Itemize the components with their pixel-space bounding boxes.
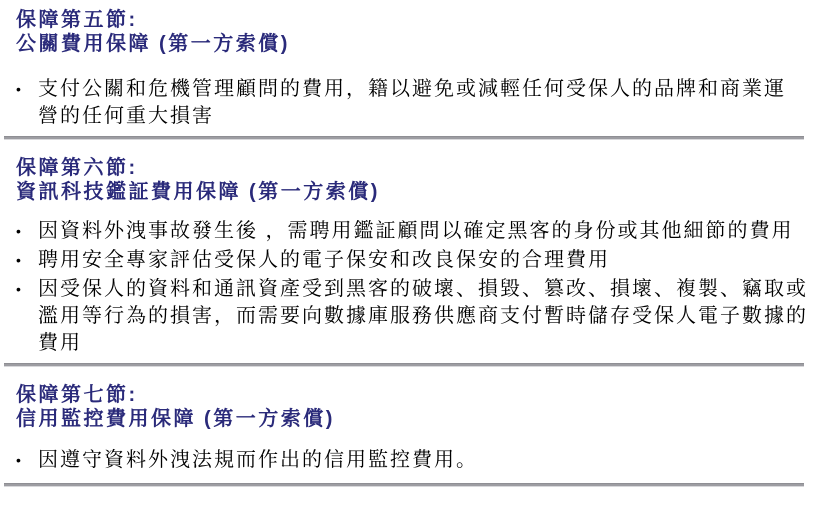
section-7-heading-line2: 信用監控費用保障 (第一方索償) (16, 408, 335, 430)
bullet-icon: • (16, 223, 23, 239)
bullet-text: 因資料外洩事故發生後 ，需聘用鑑証顧問以確定黑客的身份或其他細節的費用 (38, 220, 794, 242)
section-7-heading-line1: 保障第七節: (16, 384, 138, 406)
coverage-section-6 (16, 156, 818, 367)
coverage-section-7 (16, 383, 818, 487)
bullet-text: 因受保人的資料和通訊資產受到黑客的破壞、損毀、篡改、損壞、複製、竊取或濫用等行為的損害，而需要向數據庫服務供應商支付暫時儲存受保人電子數據的費用 (38, 278, 808, 354)
bullet-text: 因遵守資料外洩法規而作出的信用監控費用。 (38, 449, 478, 471)
bullet-icon: • (16, 452, 23, 468)
bullet-item (16, 218, 818, 245)
bullet-item (16, 76, 818, 130)
section-6-bullet-list (16, 218, 818, 357)
bullet-text: 聘用安全專家評估受保人的電子保安和改良保安的合理費用 (38, 249, 610, 271)
section-divider (4, 363, 804, 367)
section-6-heading-line1: 保障第六節: (16, 157, 138, 179)
section-6-heading-line2: 資訊科技鑑証費用保障 (第一方索償) (16, 181, 380, 203)
section-5-heading (16, 8, 818, 56)
section-5-heading-line1: 保障第五節: (16, 9, 138, 31)
section-5-heading-line2: 公關費用保障 (第一方索償) (16, 33, 290, 55)
bullet-item (16, 247, 818, 274)
bullet-icon: • (16, 252, 23, 268)
bullet-icon: • (16, 281, 23, 297)
coverage-section-5 (16, 8, 818, 140)
bullet-text: 支付公關和危機管理顧問的費用，籍以避免或減輕任何受保人的品牌和商業運營的任何重大損害 (38, 78, 786, 127)
section-5-bullet-list (16, 76, 818, 130)
section-7-bullet-list (16, 447, 818, 474)
bullet-item (16, 447, 818, 474)
section-7-heading (16, 383, 818, 431)
section-divider (4, 136, 804, 140)
section-divider (4, 483, 804, 487)
bullet-icon: • (16, 81, 23, 97)
bullet-item (16, 276, 818, 357)
section-6-heading (16, 156, 818, 204)
